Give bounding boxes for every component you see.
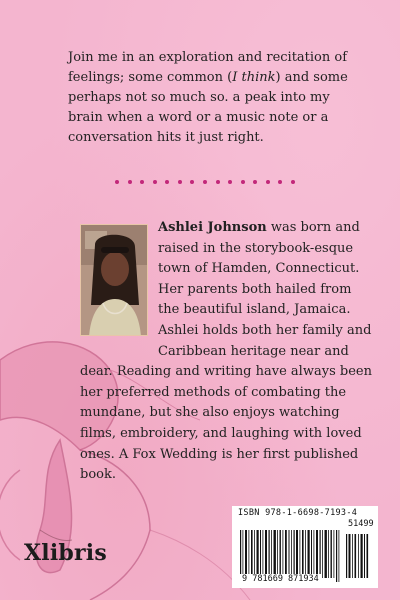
blurb-text-2: ) and some perhaps not so much so. a peak into my brain when a word or a music note or a conversation hits it just right. <box>68 70 348 145</box>
divider-dot <box>128 180 132 184</box>
divider-dot <box>190 180 194 184</box>
divider-dot <box>216 180 220 184</box>
isbn-barcode <box>232 506 378 588</box>
divider-dot <box>165 180 169 184</box>
divider-dot <box>291 180 295 184</box>
book-blurb <box>68 48 368 148</box>
divider-dot <box>253 180 257 184</box>
author-name: Ashlei Johnson <box>158 220 267 235</box>
isbn-text: ISBN 978-1-6698-7193-4 <box>238 508 358 518</box>
divider-dot <box>278 180 282 184</box>
barcode-bars <box>238 520 372 582</box>
divider-dot <box>178 180 182 184</box>
author-bio <box>80 218 372 486</box>
ean-number: 9 781669 871934 <box>242 574 319 584</box>
blurb-text-1: Join me in an exploration and recitation of feelings; some common ( <box>68 50 348 85</box>
divider-dot <box>241 180 245 184</box>
divider-dot <box>153 180 157 184</box>
divider-dot <box>266 180 270 184</box>
divider-dot <box>140 180 144 184</box>
divider-dot <box>228 180 232 184</box>
divider-dot <box>115 180 119 184</box>
photo-spacer <box>80 218 158 342</box>
dotted-divider <box>115 180 295 186</box>
publisher-logo: Xlibris <box>24 540 107 566</box>
divider-dot <box>203 180 207 184</box>
blurb-italic: I think <box>232 70 276 85</box>
author-bio-text: was born and raised in the storybook-esque town of Hamden, Connecticut. Her parents both hailed from the beautiful island, Jamaica. Ashlei holds both her family and Caribbean heritage near and dear. Reading and writing have always been her preferred methods of combating the mundane, but she also enjoys watching films, embroidery, and laughing with loved ones. A Fox Wedding is her first published book. <box>80 220 372 483</box>
barcode-addon-text: 51499 <box>348 519 374 529</box>
